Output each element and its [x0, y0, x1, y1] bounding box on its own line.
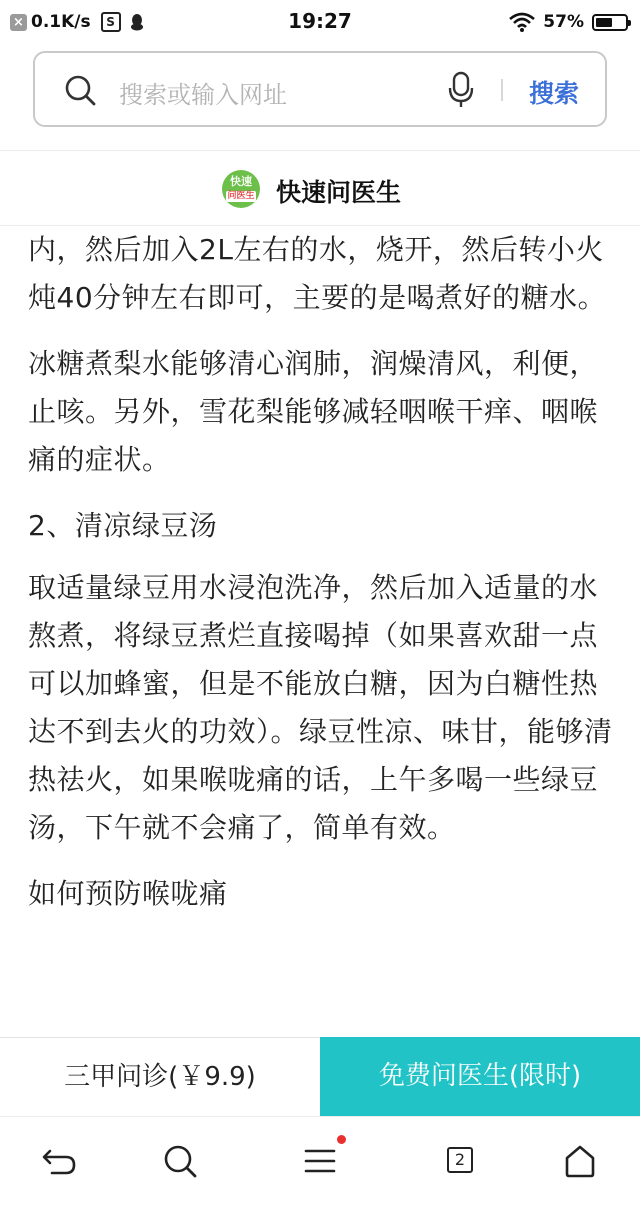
address-bar-area: [0, 44, 640, 148]
wifi-icon: [509, 12, 535, 32]
search-icon: [63, 73, 97, 107]
status-bar: [0, 0, 640, 44]
consult-button[interactable]: 三甲问诊(￥9.9): [0, 1038, 320, 1116]
network-speed: 0.1K/s: [31, 12, 91, 32]
site-title[interactable]: 快速问医生: [276, 178, 402, 207]
battery-level: [596, 18, 612, 27]
clock: 19:27: [288, 9, 352, 33]
search-button[interactable]: 搜索: [529, 79, 580, 108]
battery-percent: 57%: [543, 12, 584, 32]
site-logo[interactable]: [222, 170, 260, 208]
search-input[interactable]: [33, 51, 607, 127]
article-paragraph: 冰糖煮梨水能够清心润肺，润燥清风，利便，止咳。另外，雪花梨能够减轻咽喉干痒、咽喉痛的症状。: [28, 347, 599, 476]
article-paragraph: 内，然后加入2L左右的水，烧开，然后转小火炖40分钟左右即可，主要的是喝煮好的糖水。: [28, 233, 607, 314]
action-bar: [0, 1037, 640, 1116]
browser-nav-bar: [0, 1116, 640, 1205]
article-body: [28, 226, 616, 1036]
close-notification-icon: ×: [10, 14, 27, 31]
menu-icon: [300, 1141, 340, 1181]
article-subheading: 2、清凉绿豆汤: [28, 509, 218, 542]
tabs-icon: 2: [447, 1147, 473, 1173]
tabs-button[interactable]: [440, 1141, 480, 1181]
s-app-icon: S: [101, 12, 121, 32]
status-right: [509, 10, 628, 34]
notification-dot: [337, 1135, 346, 1144]
battery-icon: [592, 14, 628, 31]
logo-text-top: 快速: [230, 175, 252, 188]
article-paragraph: 取适量绿豆用水浸泡洗净，然后加入适量的水熬煮，将绿豆煮烂直接喝掉（如果喜欢甜一点可以加蜂蜜，但是不能放白糖，因为白糖性热达不到去火的功效）。绿豆性凉、味甘，能够清热祛火，如果喉咙痛的话，上午多喝一些绿豆汤，下午就不会痛了，简单有效。: [28, 571, 613, 844]
microphone-icon[interactable]: [447, 71, 475, 109]
back-icon[interactable]: [40, 1141, 80, 1181]
article-subheading: 如何预防喉咙痛: [28, 877, 228, 910]
search-divider: [501, 79, 503, 101]
search-icon[interactable]: [160, 1141, 200, 1181]
menu-button[interactable]: [300, 1141, 340, 1181]
logo-text-bottom: 问医生: [227, 191, 255, 201]
home-icon[interactable]: [560, 1141, 600, 1181]
site-header: [0, 150, 640, 226]
search-placeholder: 搜索或输入网址: [119, 81, 287, 109]
free-ask-doctor-button[interactable]: 免费问医生(限时): [320, 1037, 640, 1116]
